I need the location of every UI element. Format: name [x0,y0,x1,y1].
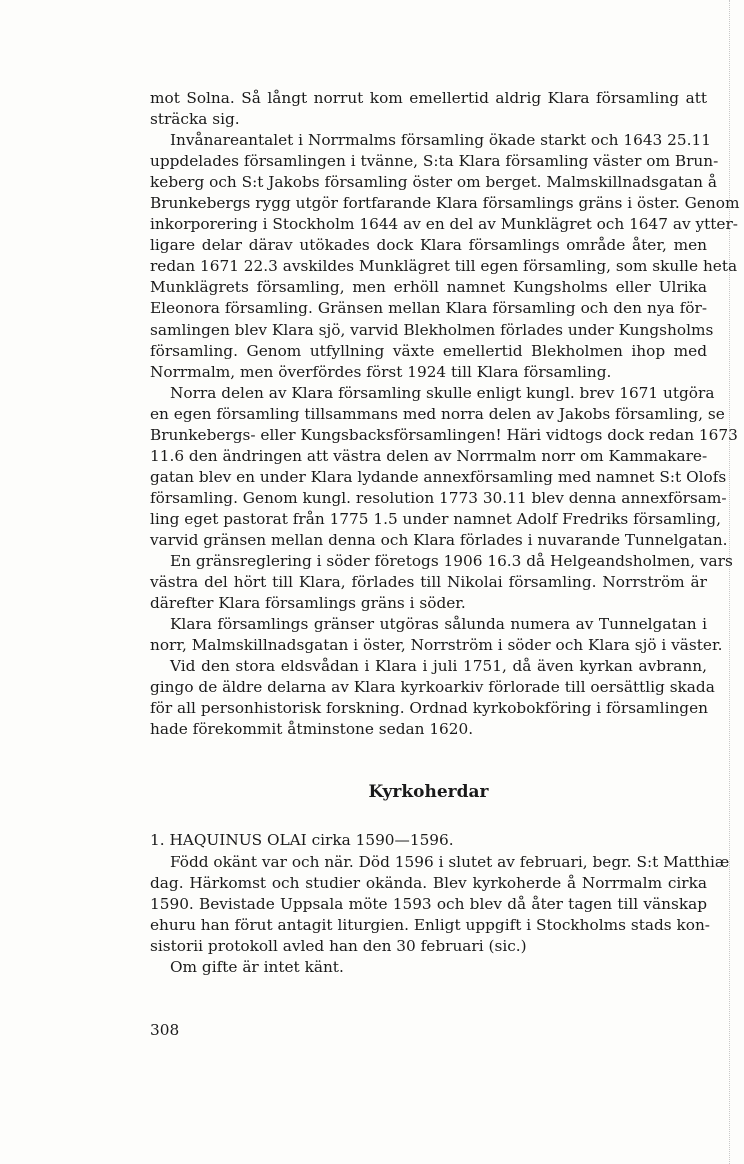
text-line: Brunkebergs- eller Kungsbacksförsamlingen! Häri vidtogs dock redan 1673 [150,425,738,444]
text-line: En gränsreglering i söder företogs 1906 16.3 då Helgeandsholmen, vars [170,552,733,571]
text-line: varvid gränsen mellan denna och Klara förlades i nuvarande Tunnelgatan. [150,530,728,549]
text-line: för all personhistorisk forskning. Ordnad kyrkobokföring i församlingen [150,699,709,718]
text-line: gingo de äldre delarna av Klara kyrkoarkiv förlorade till oersättlig skada [150,678,715,697]
text-line: Munklägrets församling, men erhöll namnet Kungsholms eller Ulrika [150,278,707,297]
text-line: redan 1671 22.3 avskildes Munklägret till egen församling, som skulle heta [150,257,738,276]
text-line: församling. Genom utfyllning växte emellertid Blekholmen ihop med [150,341,707,360]
body-text [150,88,740,978]
entry-title: 1. HAQUINUS OLAI cirka 1590—1596. [150,831,454,850]
text-line: Norra delen av Klara församling skulle enligt kungl. brev 1671 utgöra [170,383,715,402]
text-line: sistorii protokoll avled han den 30 februari (sic.) [150,936,527,955]
text-line: sträcka sig. [150,110,240,129]
text-line: mot Solna. Så långt norrut kom emellertid aldrig Klara församling att [150,89,707,107]
section-heading: Kyrkoherdar [368,782,489,803]
text-line: 1590. Bevistade Uppsala möte 1593 och blev då åter tagen till vänskap [150,894,707,913]
text-line: Klara församlings gränser utgöras sålunda numera av Tunnelgatan i [170,615,707,634]
text-line: Om gifte är intet känt. [170,957,344,976]
text-line: ehuru han förut antagit liturgien. Enligt uppgift i Stockholms stads kon- [150,915,710,934]
text-line: gatan blev en under Klara lydande annexförsamling med namnet S:t Olofs [150,467,727,486]
text-line: därefter Klara församlings gräns i söder. [150,594,466,613]
text-line: församling. Genom kungl. resolution 1773 30.11 blev denna annexförsam- [150,488,727,507]
text-line: en egen församling tillsammans med norra delen av Jakobs församling, se [150,404,725,423]
text-line: keberg och S:t Jakobs församling öster om berget. Malmskillnadsgatan å [150,173,717,192]
text-line: uppdelades församlingen i tvänne, S:ta Klara församling väster om Brun- [150,152,719,171]
page-number: 308 [150,1021,180,1039]
text-line: Född okänt var och när. Död 1596 i slutet av februari, begr. S:t Matthiæ [170,852,730,871]
text-line: 11.6 den ändringen att västra delen av Norrmalm norr om Kammakare- [150,446,708,465]
text-line: ligare delar därav utökades dock Klara församlings område åter, men [150,236,707,255]
text-line: dag. Härkomst och studier okända. Blev kyrkoherde å Norrmalm cirka [150,873,707,892]
text-line: västra del hört till Klara, förlades till Nikolai församling. Norrström är [150,573,707,592]
text-line: Brunkebergs rygg utgör fortfarande Klara församlings gräns i öster. Genom [150,194,740,213]
text-line: inkorporering i Stockholm 1644 av en del av Munklägret och 1647 av ytter- [150,215,738,234]
text-line: ling eget pastorat från 1775 1.5 under namnet Adolf Fredriks församling, [150,509,722,528]
text-line: samlingen blev Klara sjö, varvid Blekholmen förlades under Kungsholms [150,320,714,339]
text-line: norr, Malmskillnadsgatan i öster, Norrström i söder och Klara sjö i väster. [150,636,723,655]
text-line: Eleonora församling. Gränsen mellan Klara församling och den nya för- [150,299,707,318]
text-line: hade förekommit åtminstone sedan 1620. [150,720,474,739]
text-line: Norrmalm, men överfördes först 1924 till Klara församling. [150,362,612,381]
text-line: Invånareantalet i Norrmalms församling ökade starkt och 1643 25.11 [170,131,711,150]
page-edge-rule [728,0,730,1164]
text-line: Vid den stora eldsvådan i Klara i juli 1751, då även kyrkan avbrann, [170,657,707,676]
